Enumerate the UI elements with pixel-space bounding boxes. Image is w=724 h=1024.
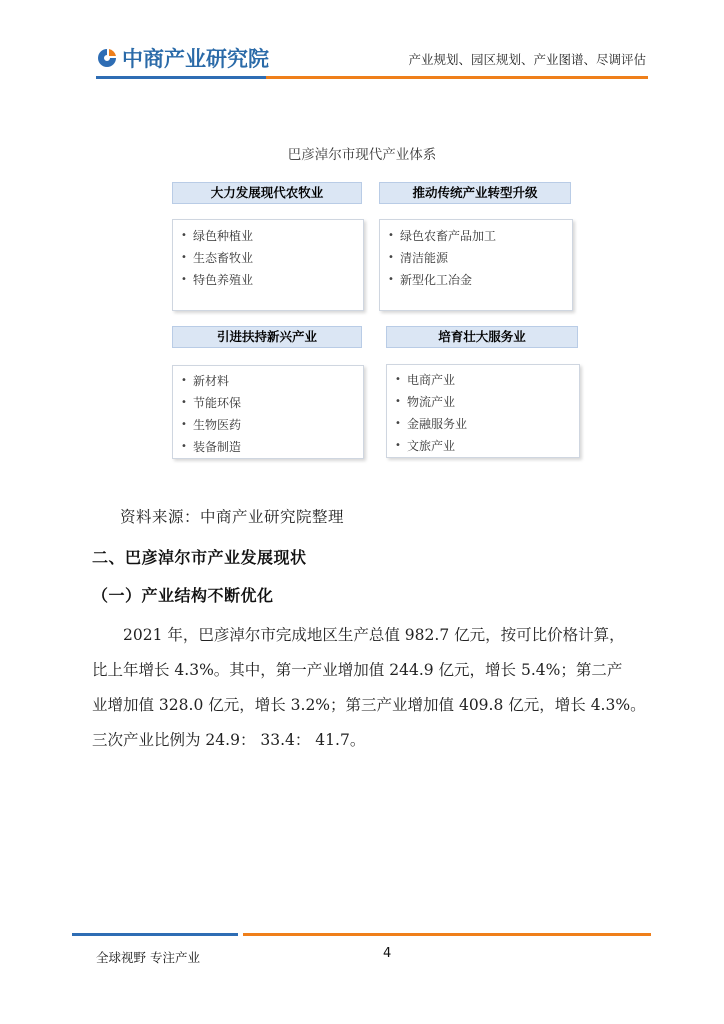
list-item: • 清洁能源 <box>388 247 572 269</box>
bullet-icon: • <box>181 441 187 452</box>
bullet-icon: • <box>181 274 187 285</box>
source-note: 资料来源：中商产业研究院整理 <box>120 508 345 526</box>
logo-icon <box>96 47 118 69</box>
bullet-icon: • <box>388 274 394 285</box>
paragraph-line: 2021 年，巴彦淖尔市完成地区生产总值 982.7 亿元，按可比价格计算， <box>123 626 625 644</box>
category-header-services: 培育壮大服务业 <box>386 326 578 348</box>
list-item: • 物流产业 <box>395 391 579 413</box>
category-box-transformation <box>379 219 573 311</box>
paragraph-line: 业增加值 328.0 亿元，增长 3.2%；第三产业增加值 409.8 亿元，增长 4.3%。 <box>92 696 646 714</box>
list-item: • 装备制造 <box>181 436 363 458</box>
category-header-emerging: 引进扶持新兴产业 <box>172 326 362 348</box>
list-item: • 金融服务业 <box>395 413 579 435</box>
page-number: 4 <box>383 946 392 961</box>
bullet-icon: • <box>395 418 401 429</box>
bullet-icon: • <box>181 252 187 263</box>
logo-text: 中商产业研究院 <box>122 47 269 71</box>
category-box-agriculture <box>172 219 364 311</box>
body-paragraph <box>92 618 660 758</box>
bullet-icon: • <box>395 440 401 451</box>
paragraph-line: 比上年增长 4.3%。其中，第一产业增加值 244.9 亿元，增长 5.4%；第二产 <box>92 661 623 679</box>
footer-divider-orange <box>243 933 651 936</box>
list-item: • 电商产业 <box>395 369 579 391</box>
header-divider-blue <box>96 76 266 79</box>
category-box-services <box>386 364 580 458</box>
bullet-icon: • <box>181 419 187 430</box>
list-item: • 新型化工冶金 <box>388 269 572 291</box>
header-divider-orange <box>266 76 648 79</box>
bullet-icon: • <box>181 230 187 241</box>
header-tagline: 产业规划、园区规划、产业图谱、尽调评估 <box>408 52 646 67</box>
list-item: • 绿色农畜产品加工 <box>388 225 572 247</box>
list-item: • 绿色种植业 <box>181 225 363 247</box>
bullet-icon: • <box>181 375 187 386</box>
footer-divider-blue <box>72 933 238 936</box>
category-header-transformation: 推动传统产业转型升级 <box>379 182 571 204</box>
footer-slogan: 全球视野 专注产业 <box>96 950 200 965</box>
subsection-heading: （一）产业结构不断优化 <box>92 586 274 605</box>
list-item: • 生物医药 <box>181 414 363 436</box>
category-header-agriculture: 大力发展现代农牧业 <box>172 182 362 204</box>
list-item: • 特色养殖业 <box>181 269 363 291</box>
list-item: • 文旅产业 <box>395 435 579 457</box>
paragraph-line: 三次产业比例为 24.9： 33.4： 41.7。 <box>92 731 366 749</box>
category-box-emerging <box>172 365 364 459</box>
bullet-icon: • <box>388 230 394 241</box>
section-heading: 二、巴彦淖尔市产业发展现状 <box>92 548 307 567</box>
bullet-icon: • <box>395 396 401 407</box>
list-item: • 生态畜牧业 <box>181 247 363 269</box>
bullet-icon: • <box>395 374 401 385</box>
bullet-icon: • <box>388 252 394 263</box>
company-logo <box>96 44 269 72</box>
list-item: • 新材料 <box>181 370 363 392</box>
diagram-title: 巴彦淖尔市现代产业体系 <box>287 147 437 163</box>
list-item: • 节能环保 <box>181 392 363 414</box>
bullet-icon: • <box>181 397 187 408</box>
